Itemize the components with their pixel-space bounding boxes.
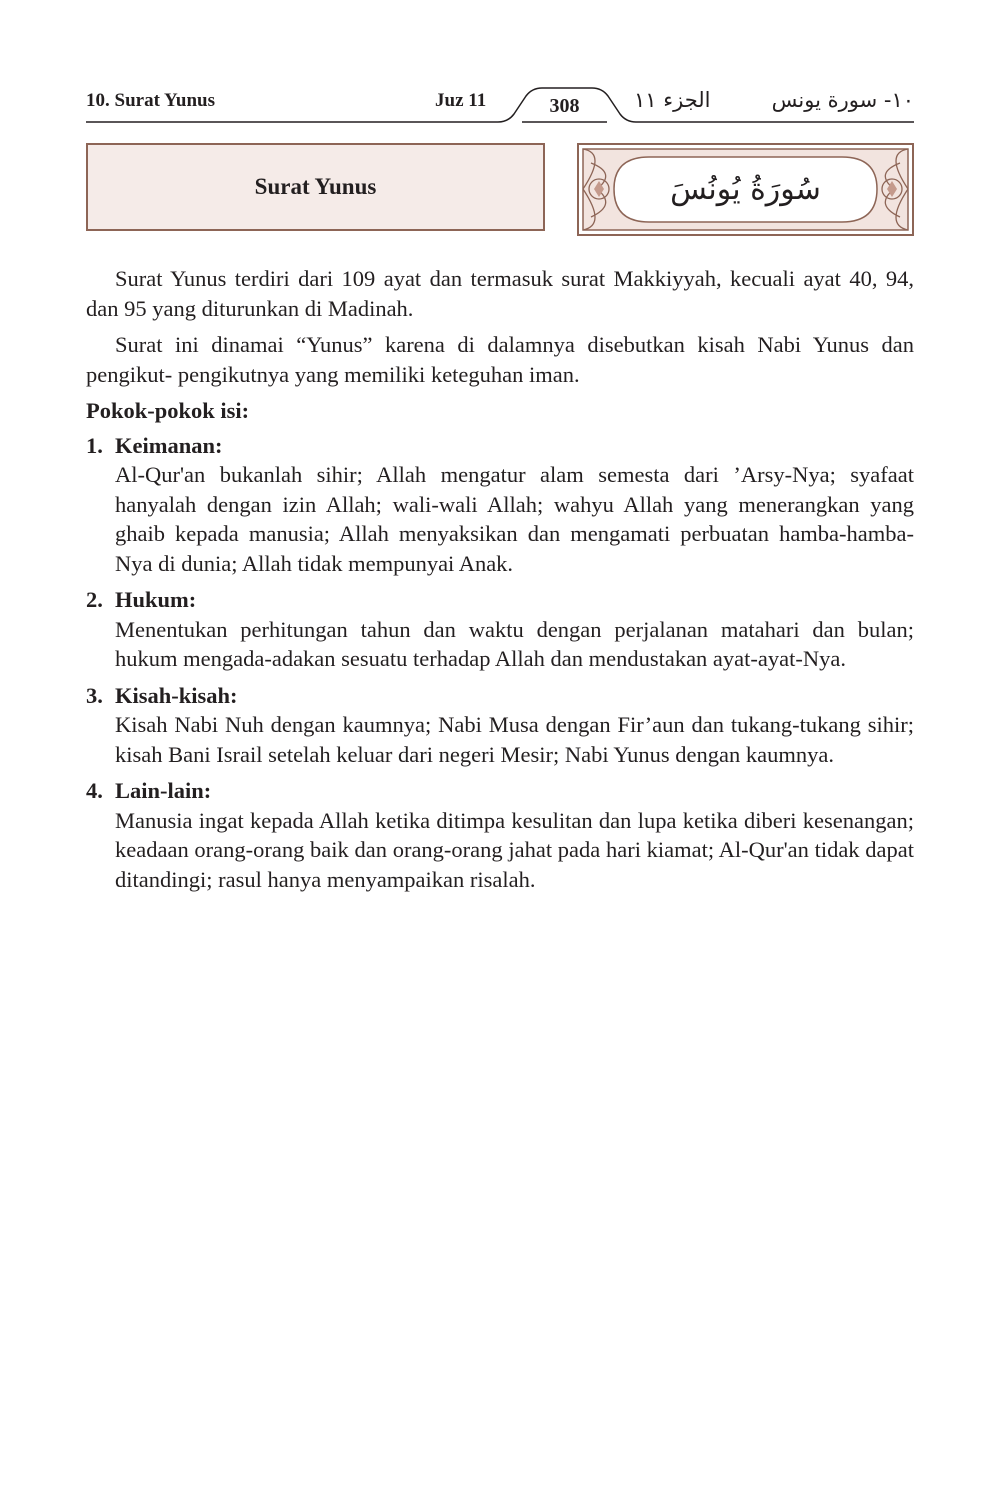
item-text: Menentukan perhitungan tahun dan waktu dengan perjalanan matahari dan bulan; hukum mengada-adakan sesuatu terhadap Allah dan mendustakan ayat-ayat-Nya. [115,616,914,671]
item-number: 3. [86,682,103,708]
item-title: Lain-lain: [115,778,212,803]
list-item [86,431,914,579]
item-title: Kisah-kisah: [115,682,238,708]
content-body [86,264,914,901]
item-text: Al-Qur'an bukanlah sihir; Allah mengatur alam semesta dari ’Arsy-Nya; syafaat hanyalah dengan izin Allah; wali-wali Allah; wahyu Allah yang menerangkan yang ghaib kepada manusia; Allah menyaksikan dan mengamati perbuatan hamba-hamba-Nya di dunia; Allah tidak mempunyai Anak. [115,462,914,576]
header-juz-latin: Juz 11 [435,90,487,111]
item-title: Hukum: [115,587,197,612]
item-heading [86,776,914,806]
list-item [86,585,914,674]
item-text: Kisah Nabi Nuh dengan kaumnya; Nabi Musa dengan Fir’aun dan tukang-tukang sihir; kisah Bani Israil setelah keluar dari negeri Mesir; Nabi Yunus dengan kaumnya. [115,712,914,767]
item-text: Manusia ingat kepada Allah ketika ditimpa kesulitan dan lupa ketika diberi kesenangan; keadaan orang-orang baik dan orang-orang jahat pada hari kiamat; Al-Qur'an tidak dapat ditandingi; rasul hanya menyampaikan risalah. [115,807,914,892]
surah-title-box [86,143,545,231]
page-header [86,84,914,124]
arabic-title-ornament [577,143,914,236]
header-surah-latin: 10. Surat Yunus [86,90,216,111]
arabic-surah-title: سُورَةُ يُونُسَ [670,172,821,207]
item-heading [86,681,914,711]
section-title: Pokok-pokok isi: [86,398,250,423]
item-heading [86,431,914,461]
item-title: Keimanan: [115,432,223,458]
list-item [86,681,914,770]
list-item [86,776,914,894]
header-surah-arabic: ١٠- سورة يونس [771,88,914,112]
header-juz-arabic: الجزء ١١ [634,88,711,112]
surah-title: Surat Yunus [254,174,377,199]
intro-paragraph-1: Surat Yunus terdiri dari 109 ayat dan termasuk surat Makkiyyah, kecuali ayat 40, 94, dan 95 yang diturunkan di Madinah. [86,266,914,321]
page-number: 308 [549,95,580,117]
intro-paragraph-2: Surat ini dinamai “Yunus” karena di dalamnya disebutkan kisah Nabi Yunus dan pengikut- pengikutnya yang memiliki keteguhan iman. [86,332,914,387]
item-number: 4. [86,778,103,803]
item-number: 1. [86,432,103,458]
item-heading [86,585,914,615]
item-number: 2. [86,587,103,612]
